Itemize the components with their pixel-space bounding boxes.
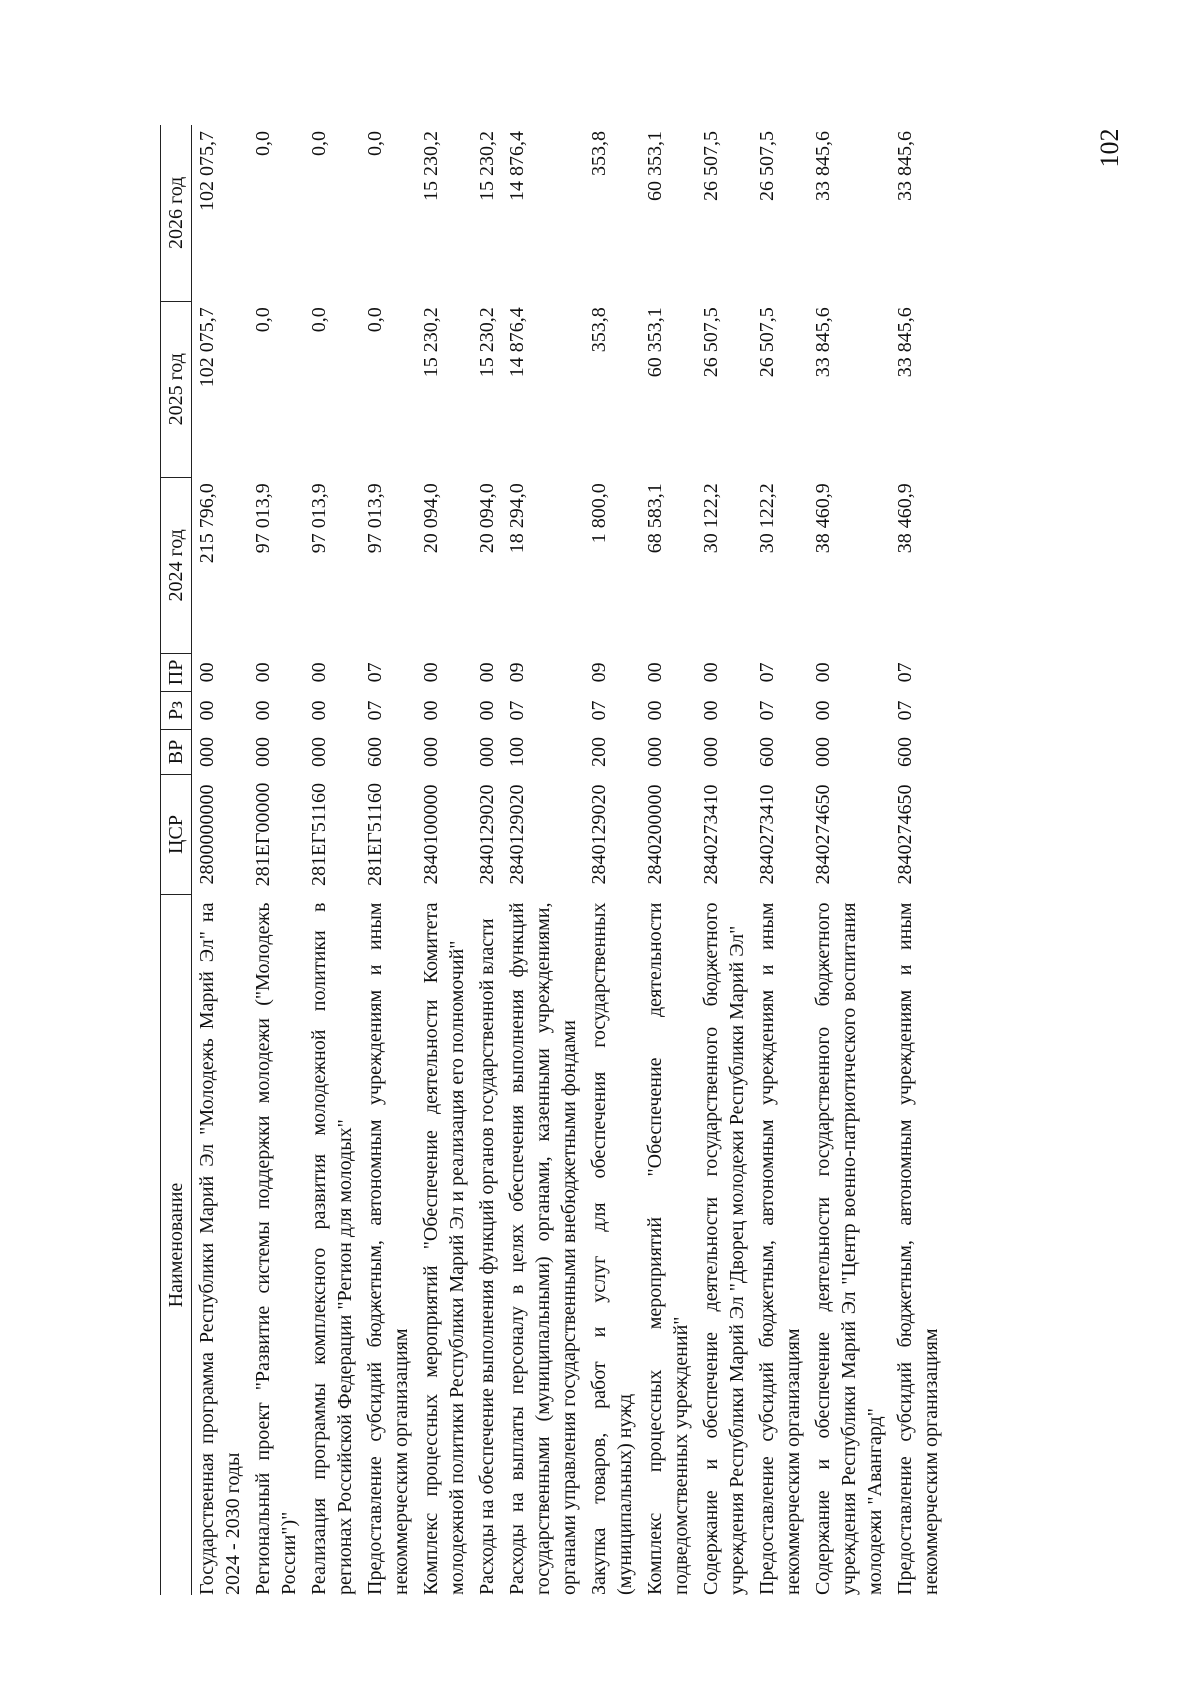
table-row [472,125,502,1595]
row-2024: 20 094,0 [476,483,498,554]
row-2026: 33 845,6 [812,131,834,201]
row-vr: 000 [476,736,498,767]
row-2024: 30 122,2 [700,483,722,554]
row-csr: 2840129020 [588,784,610,885]
row-vr: 600 [756,736,778,767]
row-2024: 18 294,0 [506,483,528,554]
row-pr: 00 [700,662,722,683]
row-2026: 26 507,5 [700,131,722,201]
row-vr: 600 [364,736,386,767]
row-2026: 14 876,4 [506,131,528,201]
row-rz: 00 [420,700,442,721]
row-vr: 100 [506,736,528,767]
row-csr: 281ЕГ00000 [252,782,274,887]
row-2025: 14 876,4 [506,307,528,378]
row-2026: 0,0 [252,131,274,156]
row-pr: 07 [894,662,916,683]
row-2026: 0,0 [364,131,386,156]
row-csr: 2840129020 [476,784,498,885]
rotated-table-container [160,125,1040,1595]
row-2026: 353,8 [588,131,610,176]
row-2025: 15 230,2 [420,307,442,378]
row-pr: 00 [196,662,218,683]
table-row [360,125,416,1595]
row-csr: 2840200000 [644,784,666,885]
table-row [640,125,696,1595]
row-rz: 00 [812,700,834,721]
row-pr: 07 [364,662,386,683]
row-csr: 2840273410 [756,784,778,885]
row-2025: 26 507,5 [700,307,722,378]
row-pr: 00 [308,662,330,683]
row-pr: 07 [756,662,778,683]
header-pr: ПР [161,653,192,691]
row-name: Предоставление субсидий бюджетным, автономным учреждениям и иным некоммерческим организациям [364,902,412,1595]
row-csr: 2840274650 [812,784,834,885]
header-csr: ЦСР [161,774,192,894]
row-2024: 97 013,9 [364,483,386,554]
row-csr: 2840100000 [420,784,442,885]
row-vr: 600 [894,736,916,767]
table-row [416,125,472,1595]
row-csr: 2840273410 [700,784,722,885]
table-row [304,125,360,1595]
table-body [192,125,947,1595]
row-pr: 09 [588,662,610,683]
row-csr: 281ЕГ51160 [364,782,386,887]
table-row [584,125,640,1595]
row-rz: 00 [476,700,498,721]
row-2026: 0,0 [308,131,330,156]
row-pr: 00 [420,662,442,683]
row-csr: 281ЕГ51160 [308,782,330,887]
header-name: Наименование [161,895,192,1595]
row-rz: 00 [252,700,274,721]
row-csr: 2840129020 [506,784,528,885]
row-pr: 00 [476,662,498,683]
row-name: Расходы на обеспечение выполнения функций органов государственной власти [476,918,498,1595]
header-vr: ВР [161,729,192,774]
budget-table [160,125,946,1595]
row-name: Предоставление субсидий бюджетным, автономным учреждениям и иным некоммерческим организациям [894,902,942,1595]
row-2025: 15 230,2 [476,307,498,378]
row-2024: 38 460,9 [812,483,834,554]
row-name: Реализация программы комплексного развития молодежной политики в регионах Российской Федерации "Регион для молодых" [308,902,356,1595]
row-name: Региональный проект "Развитие системы поддержки молодежи ("Молодежь России")" [252,902,300,1595]
row-rz: 07 [364,700,386,721]
row-rz: 07 [894,700,916,721]
row-name: Расходы на выплаты персоналу в целях обеспечения выполнения функций государственными (муниципальными) органами, казенными учреждениями, органами управления государственными внебюджетными фондами [506,902,580,1595]
row-pr: 09 [506,662,528,683]
row-name: Предоставление субсидий бюджетным, автономным учреждениям и иным некоммерческим организациям [756,902,804,1595]
header-rz: Рз [161,691,192,729]
row-vr: 200 [588,736,610,767]
row-2024: 38 460,9 [894,483,916,554]
row-name: Закупка товаров, работ и услуг для обеспечения государственных (муниципальных) нужд [588,902,636,1595]
row-rz: 00 [700,700,722,721]
row-2026: 15 230,2 [476,131,498,201]
table-row [192,125,249,1595]
table-row [502,125,584,1595]
table-row [808,125,890,1595]
table-row [248,125,304,1595]
row-rz: 07 [588,700,610,721]
row-2024: 30 122,2 [756,483,778,554]
row-2025: 33 845,6 [812,307,834,378]
row-2024: 20 094,0 [420,483,442,554]
row-name: Комплекс процессных мероприятий "Обеспечение деятельности подведомственных учреждений" [644,902,692,1595]
row-2026: 102 075,7 [196,131,218,211]
header-2024: 2024 год [161,477,192,653]
row-vr: 000 [420,736,442,767]
row-2024: 1 800,0 [588,483,610,544]
row-rz: 00 [308,700,330,721]
row-2025: 33 845,6 [894,307,916,378]
table-row [752,125,808,1595]
row-2024: 97 013,9 [308,483,330,554]
row-pr: 00 [812,662,834,683]
row-2026: 15 230,2 [420,131,442,201]
row-vr: 000 [812,736,834,767]
header-2026: 2026 год [161,125,192,301]
row-pr: 00 [252,662,274,683]
row-rz: 00 [644,700,666,721]
row-2025: 0,0 [308,307,330,333]
row-2025: 353,8 [588,307,610,353]
row-2026: 33 845,6 [894,131,916,201]
row-rz: 07 [506,700,528,721]
row-2025: 102 075,7 [196,307,218,388]
row-csr: 2840274650 [894,784,916,885]
header-2025: 2025 год [161,301,192,477]
row-rz: 07 [756,700,778,721]
page-number: 102 [1095,128,1124,168]
row-2025: 60 353,1 [644,307,666,378]
row-2025: 26 507,5 [756,307,778,378]
row-name: Содержание и обеспечение деятельности государственного бюджетного учреждения Республики Марий Эл "Дворец молодежи Республики Марий Эл" [700,902,748,1595]
row-vr: 000 [196,736,218,767]
row-2025: 0,0 [364,307,386,333]
row-2024: 68 583,1 [644,483,666,554]
row-pr: 00 [644,662,666,683]
row-2024: 97 013,9 [252,483,274,554]
row-rz: 00 [196,700,218,721]
table-row [890,125,946,1595]
table-row [696,125,752,1595]
row-2026: 60 353,1 [644,131,666,201]
row-name: Комплекс процессных мероприятий "Обеспечение деятельности Комитета молодежной политики Республики Марий Эл и реализация его полномочий" [420,902,468,1595]
row-2026: 26 507,5 [756,131,778,201]
row-vr: 000 [644,736,666,767]
table-header-row [161,125,192,1595]
row-vr: 000 [700,736,722,767]
row-2024: 215 796,0 [196,483,218,564]
row-vr: 000 [252,736,274,767]
row-name: Государственная программа Республики Марий Эл "Молодежь Марий Эл" на 2024 - 2030 годы [196,902,244,1595]
row-vr: 000 [308,736,330,767]
row-csr: 2800000000 [196,784,218,885]
row-name: Содержание и обеспечение деятельности государственного бюджетного учреждения Республики Марий Эл "Центр военно-патриотического воспитания молодежи "Авангард" [812,902,886,1595]
row-2025: 0,0 [252,307,274,333]
